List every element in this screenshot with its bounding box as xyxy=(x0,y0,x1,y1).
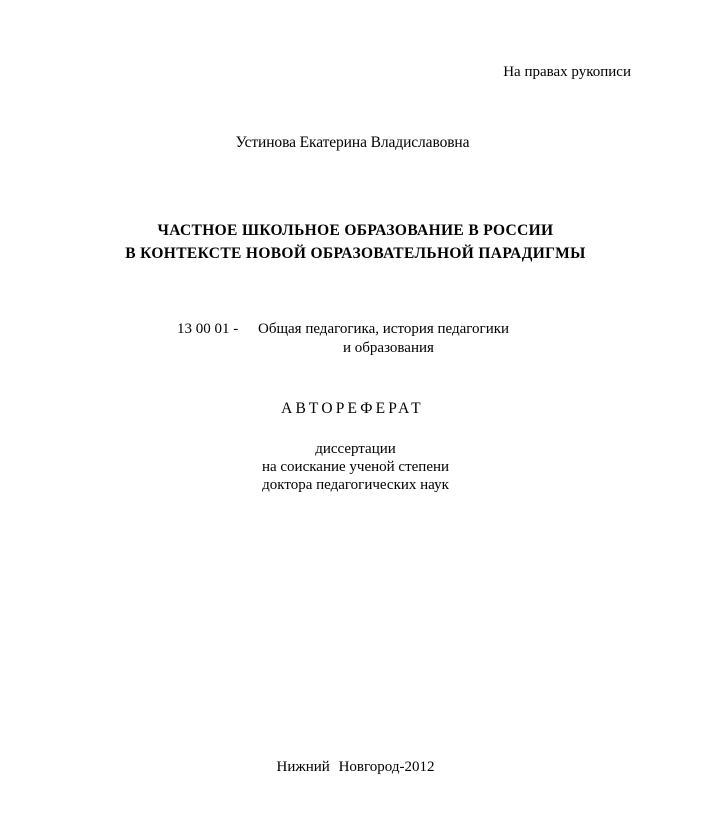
title-line-2: В КОНТЕКСТЕ НОВОЙ ОБРАЗОВАТЕЛЬНОЙ ПАРАДИГМЫ xyxy=(125,245,586,262)
dissertation-line-3: доктора педагогических наук xyxy=(262,477,449,493)
specialty-name-line-2: и образования xyxy=(343,340,434,356)
title-line-1: ЧАСТНОЕ ШКОЛЬНОЕ ОБРАЗОВАНИЕ В РОССИИ xyxy=(157,222,554,239)
author-name xyxy=(0,134,711,152)
abstract-heading-text: АВТОРЕФЕРАТ xyxy=(281,400,424,417)
rights-note: На правах рукописи xyxy=(503,64,631,80)
city-year: Нижний Новгород-2012 xyxy=(276,759,435,775)
dissertation-line-1: диссертации xyxy=(315,441,396,457)
specialty-code: 13 00 01 - xyxy=(177,321,239,337)
dissertation-line-2: на соискание ученой степени xyxy=(261,459,450,475)
abstract-heading xyxy=(0,400,711,418)
specialty-name-line-1: Общая педагогика, история педагогики xyxy=(258,321,510,337)
author-name-text: Устинова Екатерина Владиславовна xyxy=(235,134,470,151)
